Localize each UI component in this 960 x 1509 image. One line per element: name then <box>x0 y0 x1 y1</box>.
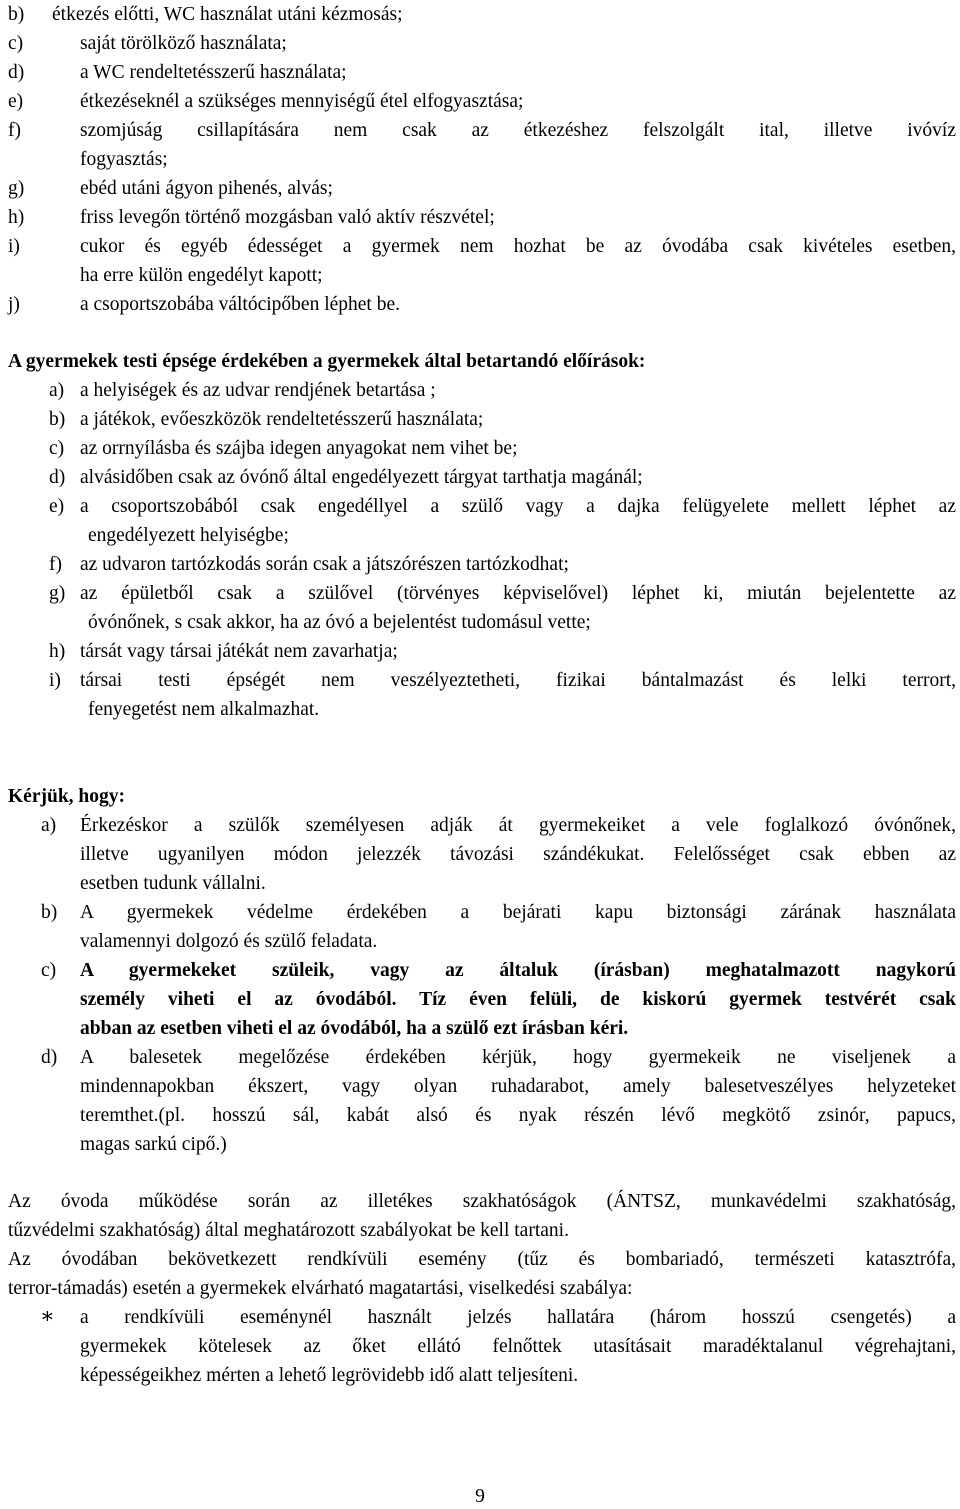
list-item-label: g) <box>49 583 66 604</box>
list-item-text: engedélyezett helyiségbe; <box>88 525 289 546</box>
list-item-text: a játékok, evőeszközök rendeltetésszerű használata; <box>80 409 484 430</box>
list-item-text: társát vagy társai játékát nem zavarhatja; <box>80 641 398 662</box>
list-item-text: szomjúság csillapítására nem csak az étkezéshez felszolgált ital, illetve ivóvíz <box>80 120 956 141</box>
list-item-text: mindennapokban ékszert, vagy olyan ruhadarabot, amely balesetveszélyes helyzeteket <box>80 1076 956 1097</box>
list-item-label: c) <box>49 438 65 459</box>
list-item-text: társai testi épségét nem veszélyeztetheti, fizikai bántalmazást és lelki terrort, <box>80 670 956 691</box>
paragraph-line: terror-támadás) esetén a gyermekek elvárható magatartási, viselkedési szabálya: <box>8 1278 633 1299</box>
list-item-text: az udvaron tartózkodás során csak a játszórészen tartózkodhat; <box>80 554 569 575</box>
list-item-label: f) <box>8 120 21 141</box>
list-item-text: A gyermekek védelme érdekében a bejárati kapu biztonsági zárának használata <box>80 902 956 923</box>
list-item-text: a csoportszobából csak engedéllyel a szülő vagy a dajka felügyelete mellett léphet az <box>80 496 956 517</box>
list-item-label: d) <box>41 1047 58 1068</box>
list-item-text: étkezéseknél a szükséges mennyiségű étel elfogyasztása; <box>80 91 524 112</box>
bullet-text: a rendkívüli eseménynél használt jelzés hallatára (három hosszú csengetés) a <box>80 1307 956 1328</box>
list-item-text: alvásidőben csak az óvónő által engedélyezett tárgyat tarthatja magánál; <box>80 467 643 488</box>
list-item-label: g) <box>8 178 25 199</box>
list-item-text: fogyasztás; <box>80 149 168 170</box>
bullet-text: gyermekek kötelesek az őket ellátó felnőttek utasításait maradéktalanul végrehajtani, <box>80 1336 956 1357</box>
bullet-text: képességeikhez mérten a lehető legrövidebb idő alatt teljesíteni. <box>80 1365 579 1386</box>
list-item-label: h) <box>8 207 25 228</box>
list-item-text: a WC rendeltetésszerű használata; <box>80 62 347 83</box>
paragraph-line: Az óvodában bekövetkezett rendkívüli esemény (tűz és bombariadó, természeti katasztrófa, <box>8 1249 956 1270</box>
list-item-text: teremthet.(pl. hosszú sál, kabát alsó és nyak részén lévő megkötő zsinór, papucs, <box>80 1105 956 1126</box>
list-item-label: b) <box>41 902 58 923</box>
list-item-text: ha erre külön engedélyt kapott; <box>80 265 323 286</box>
list-item-label: c) <box>8 33 24 54</box>
list-item-label: j) <box>8 294 20 315</box>
list-item-text: saját törölköző használata; <box>80 33 287 54</box>
list-item-label: d) <box>49 467 66 488</box>
list-item-text: óvónőnek, s csak akkor, ha az óvó a bejelentést tudomásul vette; <box>88 612 591 633</box>
list-item-label: b) <box>49 409 66 430</box>
list-item-text: a helyiségek és az udvar rendjének betartása ; <box>80 380 436 401</box>
list-item-text: az orrnyílásba és szájba idegen anyagokat nem vihet be; <box>80 438 518 459</box>
list-item-text: Érkezéskor a szülők személyesen adják át gyermekeiket a vele foglalkozó óvónőnek, <box>80 815 956 836</box>
list-item-text: ebéd utáni ágyon pihenés, alvás; <box>80 178 333 199</box>
list-item-label: e) <box>49 496 65 517</box>
page-number: 9 <box>475 1486 485 1507</box>
list-item-text: A gyermekeket szüleik, vagy az általuk (írásban) meghatalmazott nagykorú <box>80 960 956 981</box>
list-item-text: magas sarkú cipő.) <box>80 1134 227 1155</box>
list-item-text: fenyegetést nem alkalmazhat. <box>88 699 320 720</box>
list-item-label: i) <box>8 236 20 257</box>
list-item-text: friss levegőn történő mozgásban való aktív részvétel; <box>80 207 495 228</box>
list-item-text: A balesetek megelőzése érdekében kérjük, hogy gyermekeik ne viseljenek a <box>80 1047 956 1068</box>
list-item-label: b) <box>8 4 25 25</box>
list-item-text: az épületből csak a szülővel (törvényes képviselővel) léphet ki, miután bejelentette az <box>80 583 956 604</box>
section-heading: Kérjük, hogy: <box>8 786 125 807</box>
list-item-text: étkezés előtti, WC használat utáni kézmosás; <box>52 4 403 25</box>
list-item-label: a) <box>49 380 65 401</box>
paragraph-line: tűzvédelmi szakhatóság) által meghatározott szabályokat be kell tartani. <box>8 1220 569 1241</box>
list-item-label: e) <box>8 91 24 112</box>
list-item-label: d) <box>8 62 25 83</box>
list-item-label: i) <box>49 670 61 691</box>
list-item-text: abban az esetben viheti el az óvodából, ha a szülő ezt írásban kéri. <box>80 1018 629 1039</box>
list-item-text: cukor és egyéb édességet a gyermek nem hozhat be az óvodába csak kivételes esetben, <box>80 236 956 257</box>
list-item-text: személy viheti el az óvodából. Tíz éven felüli, de kiskorú gyermek testvérét csak <box>80 989 956 1010</box>
list-item-text: esetben tudunk vállalni. <box>80 873 266 894</box>
asterisk-bullet-icon: ∗ <box>40 1303 55 1328</box>
section-heading: A gyermekek testi épsége érdekében a gyermekek által betartandó előírások: <box>8 351 646 372</box>
list-item-text: a csoportszobába váltócipőben léphet be. <box>80 294 401 315</box>
list-item-text: illetve ugyanilyen módon jelezzék távozási szándékukat. Felelősséget csak ebben az <box>80 844 956 865</box>
list-item-label: f) <box>49 554 62 575</box>
list-item-label: h) <box>49 641 66 662</box>
paragraph-line: Az óvoda működése során az illetékes szakhatóságok (ÁNTSZ, munkavédelmi szakhatóság, <box>8 1191 956 1212</box>
list-item-label: c) <box>41 960 57 981</box>
list-item-label: a) <box>41 815 57 836</box>
list-item-text: valamennyi dolgozó és szülő feladata. <box>80 931 378 952</box>
